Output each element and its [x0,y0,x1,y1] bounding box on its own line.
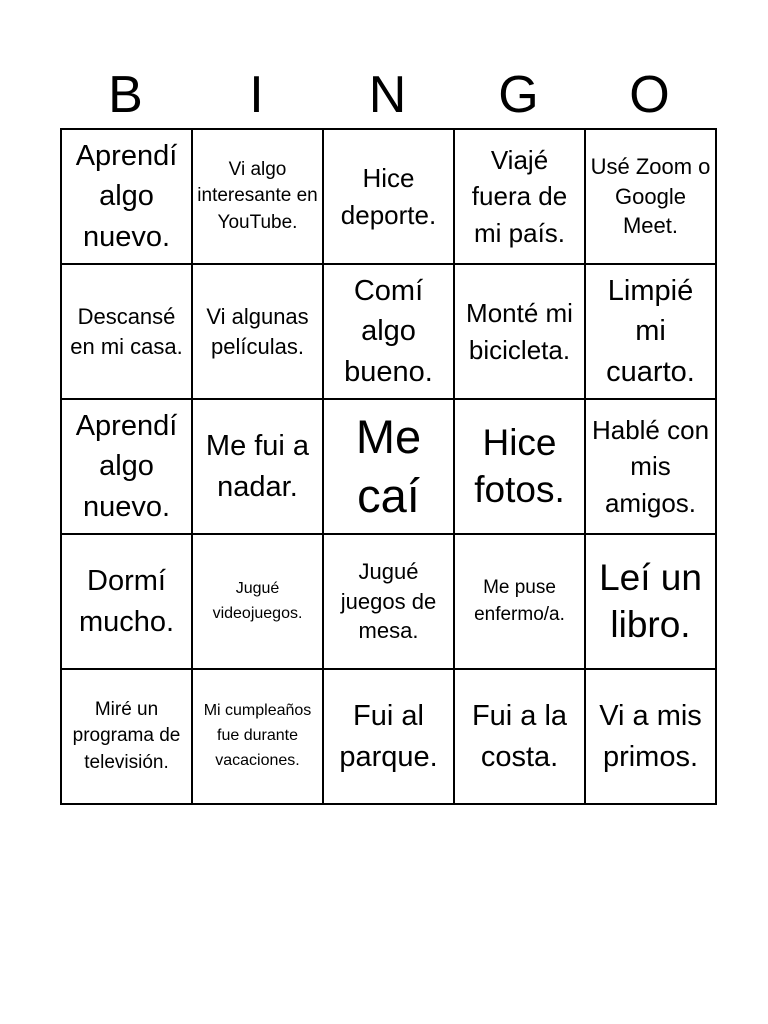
cell-text: Aprendí algo nuevo. [75,409,178,523]
bingo-cell [323,534,454,669]
bingo-cell [323,129,454,264]
grid-row [61,264,716,399]
bingo-cell [454,129,585,264]
grid-row [61,399,716,534]
bingo-cell [323,264,454,399]
header-letter-b: B [108,66,143,124]
header-letter-n: N [368,66,407,124]
cell-text: Leí un libro. [599,557,702,645]
bingo-cell [454,534,585,669]
cell-text: Limpié mi cuarto. [606,274,695,388]
cell-text: Descansé en mi casa. [70,303,183,359]
bingo-cell [192,264,323,399]
cell-text: Vi a mis primos. [599,699,702,773]
bingo-cell [585,264,716,399]
bingo-cell [323,399,454,534]
grid-row [61,534,716,669]
cell-text: Viajé fuera de mi país. [471,144,568,248]
bingo-cell [454,669,585,804]
cell-text: Fui al parque. [339,699,438,773]
bingo-cell [61,399,192,534]
cell-text: Miré un programa de televisión. [72,698,181,773]
header-letter-o: O [629,66,670,124]
cell-text: Me caí [355,409,422,522]
header-letter-g: G [498,66,539,124]
cell-text: Dormí mucho. [78,564,175,638]
bingo-card-grid [60,128,717,805]
cell-text: Comí algo bueno. [344,274,433,388]
bingo-cell [454,264,585,399]
cell-text: Vi algunas películas. [206,303,309,359]
cell-text: Monté mi bicicleta. [466,298,573,365]
cell-text: Mi cumpleaños fue durante vacaciones. [203,702,312,769]
bingo-cell [585,534,716,669]
bingo-cell [192,399,323,534]
bingo-cell [61,534,192,669]
bingo-cell [585,129,716,264]
bingo-header [60,62,715,128]
bingo-cell [454,399,585,534]
bingo-cell [323,669,454,804]
bingo-cell [61,129,192,264]
bingo-cell [61,264,192,399]
cell-text: Jugué videojuegos. [212,579,303,622]
cell-text: Hice deporte. [340,163,437,230]
bingo-cell [192,534,323,669]
bingo-cell [585,669,716,804]
cell-text: Aprendí algo nuevo. [75,139,178,253]
cell-text: Fui a la costa. [471,699,568,773]
bingo-cell [192,129,323,264]
bingo-cell [61,669,192,804]
cell-text: Vi algo interesante en YouTube. [197,158,318,233]
grid-row [61,669,716,804]
cell-text: Usé Zoom o Google Meet. [590,153,711,239]
grid-row [61,129,716,264]
cell-text: Hablé con mis amigos. [591,414,710,518]
cell-text: Me fui a nadar. [205,429,310,503]
bingo-cell [192,669,323,804]
cell-text: Hice fotos. [474,422,565,510]
cell-text: Me puse enfermo/a. [474,576,565,625]
header-letter-i: I [249,66,264,124]
cell-text: Jugué juegos de mesa. [340,558,437,644]
bingo-cell [585,399,716,534]
